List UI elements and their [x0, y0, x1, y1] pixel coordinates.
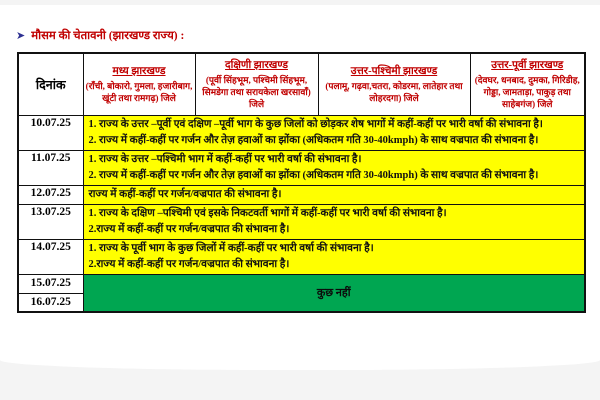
weather-warning-table — [17, 52, 586, 313]
warning-line: 1. राज्य के दक्षिण –पश्चिमी एवं इसके निकटवर्ती भागों में कहीं-कहीं पर भारी वर्षा की संभावना है। — [88, 207, 447, 219]
header-central-title: मध्य झारखण्ड — [112, 65, 166, 77]
header-northwestern-districts: (पलामू, गढ़वा,चतरा, कोडरमा, लातेहार तथा लोहरदगा) जिले — [325, 80, 463, 103]
date-cell: 10.07.25 — [18, 115, 83, 150]
warning-line: 2. राज्य में कहीं-कहीं पर गर्जन और तेज़ हवाओं का झोंका (अधिकतम गति 30-40kmph) के साथ वज्रपात की संभावना है। — [88, 169, 539, 181]
warning-line: 2. राज्य में कहीं-कहीं पर गर्जन और तेज़ हवाओं का झोंका (अधिकतम गति 30-40kmph) के साथ वज्रपात की संभावना है। — [88, 134, 539, 146]
table-row — [18, 115, 585, 150]
header-northeastern-title: उत्तर-पूर्वी झारखण्ड — [491, 59, 564, 71]
warning-cell — [83, 239, 585, 274]
warning-cell — [83, 115, 585, 150]
warning-line: 1. राज्य के उत्तर –पूर्वी एवं दक्षिण –पूर्वी भाग के कुछ जिलों को छोड़कर शेष भागों में कहीं-कहीं पर भारी वर्षा की संभावना है। — [88, 118, 543, 130]
header-central-districts: (राँची, बोकारो, गुमला, हजारीबाग, खूंटी तथा रामगढ़) जिले — [85, 80, 193, 103]
header-southern-jharkhand — [195, 53, 318, 115]
page-title-text: मौसम की चेतावनी (झारखण्ड राज्य) : — [31, 30, 185, 42]
warning-cell — [83, 185, 585, 204]
table-header-row — [18, 53, 585, 115]
table-row — [18, 204, 585, 239]
header-northwestern-title: उत्तर-पश्चिमी झारखण्ड — [350, 65, 438, 77]
date-cell: 14.07.25 — [18, 239, 83, 274]
warning-line: 2.राज्य में कहीं-कहीं पर गर्जन/वज्रपात की संभावना है। — [88, 258, 290, 270]
arrow-bullet-icon: ➤ — [16, 29, 26, 42]
header-date-column — [18, 53, 83, 115]
warning-line: राज्य में कहीं-कहीं पर गर्जन/वज्रपात की संभावना है। — [88, 188, 282, 200]
date-cell: 11.07.25 — [18, 150, 83, 185]
date-cell: 15.07.25 — [18, 274, 83, 293]
header-date-label: दिनांक — [35, 77, 66, 92]
no-warning-cell: कुछ नहीं — [83, 274, 585, 312]
header-northeastern-districts: (देवघर, धनबाद, दुमका, गिरिडीह, गोड्डा, जामताड़ा, पाकुड़ तथा साहेबगंज) जिले — [474, 74, 580, 109]
table-row — [18, 150, 585, 185]
date-cell: 13.07.25 — [18, 204, 83, 239]
warning-line: 1. राज्य के पूर्वी भाग के कुछ जिलों में कहीं-कहीं पर भारी वर्षा की संभावना है। — [88, 242, 374, 254]
warning-cell — [83, 204, 585, 239]
warning-cell — [83, 150, 585, 185]
date-cell: 12.07.25 — [18, 185, 83, 204]
header-northeastern-jharkhand — [470, 53, 585, 115]
header-southern-title: दक्षिणी झारखण्ड — [225, 59, 288, 71]
header-central-jharkhand — [83, 53, 195, 115]
page-title — [16, 28, 184, 43]
header-southern-districts: (पूर्वी सिंहभूम, पश्चिमी सिंहभूम, सिमडेगा तथा सरायकेला खरसावाँ) जिले — [202, 74, 311, 109]
table-row — [18, 274, 585, 293]
table-row — [18, 185, 585, 204]
header-northwestern-jharkhand — [318, 53, 470, 115]
date-cell: 16.07.25 — [18, 293, 83, 312]
warning-line: 1. राज्य के उत्तर –पश्चिमी भाग में कहीं-कहीं पर भारी वर्षा की संभावना है। — [88, 153, 362, 165]
warning-line: 2.राज्य में कहीं-कहीं पर गर्जन/वज्रपात की संभावना है। — [88, 223, 290, 235]
table-row — [18, 239, 585, 274]
